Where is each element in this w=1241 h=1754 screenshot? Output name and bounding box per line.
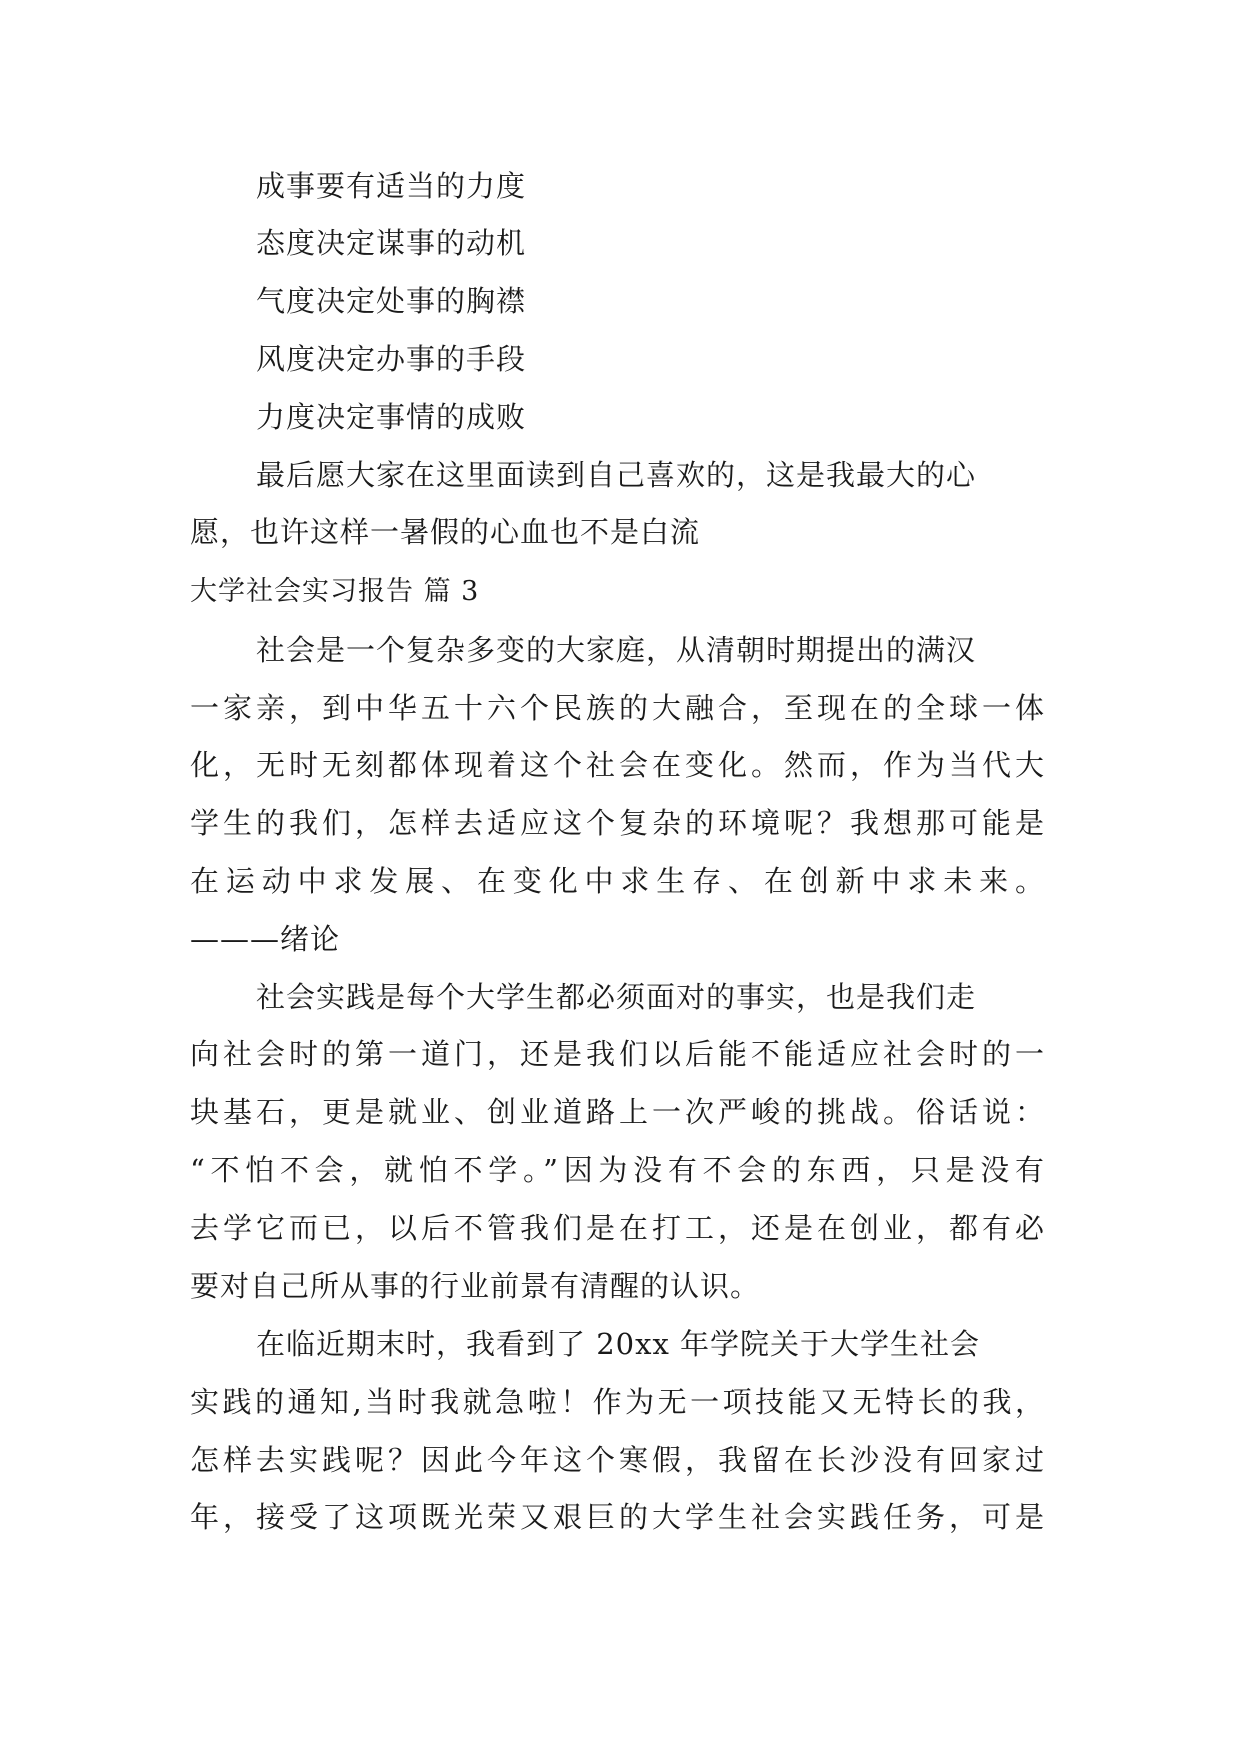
paragraph-line: 社会是一个复杂多变的大家庭，从清朝时期提出的满汉 — [256, 633, 977, 667]
paragraph-line: 怎样去实践呢？因此今年这个寒假，我留在长沙没有回家过 — [190, 1443, 1045, 1477]
paragraph-line: 在运动中求发展、在变化中求生存、在创新中求未来。 — [190, 864, 1045, 898]
paragraph-line: “不怕不会，就怕不学。”因为没有不会的东西，只是没有 — [190, 1153, 1045, 1187]
poem-line: 风度决定办事的手段 — [256, 342, 527, 376]
paragraph-line: 在临近期末时，我看到了 20xx 年学院关于大学生社会 — [256, 1327, 981, 1361]
closing-line: 愿，也许这样一暑假的心血也不是白流 — [190, 515, 701, 549]
paragraph-line: 去学它而已，以后不管我们是在打工，还是在创业，都有必 — [190, 1211, 1045, 1245]
poem-line: 成事要有适当的力度 — [256, 169, 527, 203]
poem-line: 气度决定处事的胸襟 — [256, 284, 527, 318]
paragraph-line: 一家亲，到中华五十六个民族的大融合，至现在的全球一体 — [190, 691, 1045, 725]
paragraph-line: ———绪论 — [190, 922, 341, 956]
paragraph-line: 化，无时无刻都体现着这个社会在变化。然而，作为当代大 — [190, 748, 1045, 782]
paragraph-line: 学生的我们，怎样去适应这个复杂的环境呢？我想那可能是 — [190, 806, 1045, 840]
poem-line: 态度决定谋事的动机 — [256, 226, 527, 260]
paragraph-line: 块基石，更是就业、创业道路上一次严峻的挑战。俗话说： — [190, 1095, 1045, 1129]
closing-line: 最后愿大家在这里面读到自己喜欢的，这是我最大的心 — [256, 458, 977, 492]
poem-line: 力度决定事情的成败 — [256, 400, 527, 434]
paragraph-line: 要对自己所从事的行业前景有清醒的认识。 — [190, 1269, 761, 1303]
paragraph-line: 年，接受了这项既光荣又艰巨的大学生社会实践任务，可是 — [190, 1500, 1045, 1534]
paragraph-line: 社会实践是每个大学生都必须面对的事实，也是我们走 — [256, 980, 977, 1014]
paragraph-line: 向社会时的第一道门，还是我们以后能不能适应社会时的一 — [190, 1037, 1045, 1071]
section-heading: 大学社会实习报告 篇 3 — [190, 576, 480, 607]
paragraph-line: 实践的通知,当时我就急啦！作为无一项技能又无特长的我， — [190, 1385, 1045, 1419]
